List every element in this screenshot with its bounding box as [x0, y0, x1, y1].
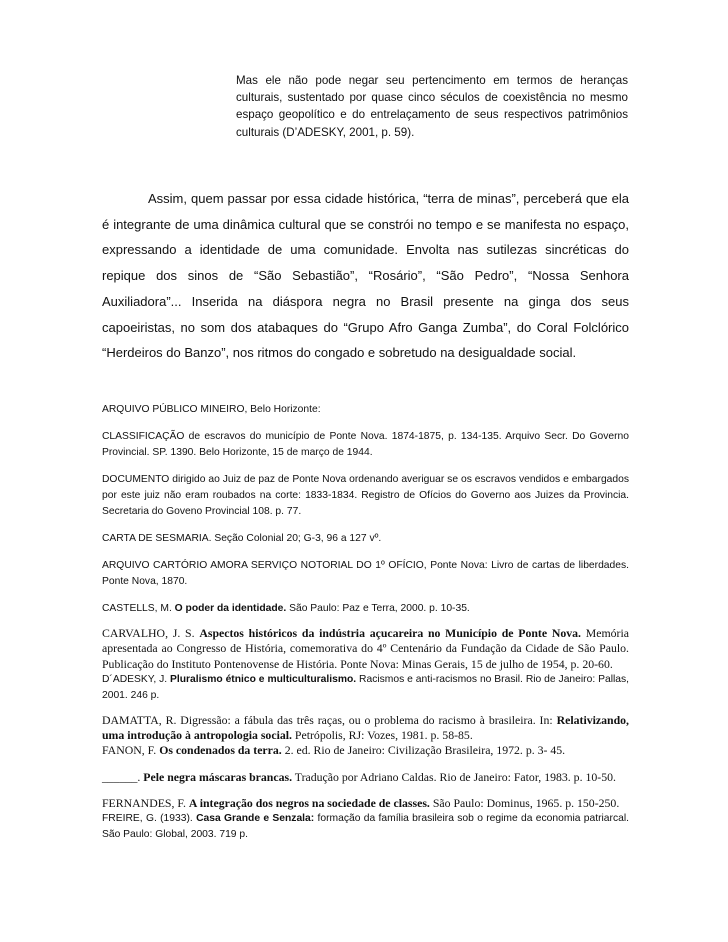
ref-documento: DOCUMENTO dirigido ao Juiz de paz de Ponte Nova ordenando averiguar se os escravos vendidos e embargados por este juiz não eram roubados na corte: 1833-1834. Registro de Ofícios do Governo aos Juizes da Provincia. Secretaria do Goveno Provincial 108. p. 77.: [102, 474, 629, 517]
ref-damatta: [102, 713, 629, 744]
ref-details: São Paulo: Paz e Terra, 2000. p. 10-35.: [286, 603, 470, 614]
ref-title: O poder da identidade.: [174, 603, 287, 614]
ref-title: Casa Grande e Senzala:: [196, 813, 315, 825]
ref-freire: [102, 811, 629, 843]
ref-details: Tradução por Adriano Caldas. Rio de Janeiro: Fator, 1983. p. 10-50.: [292, 769, 616, 784]
ref-classificacao: CLASSIFICAÇÃO de escravos do município de Ponte Nova. 1874-1875, p. 134-135. Arquivo Secr. Do Governo Provincial. SP. 1390. Belo Horizonte, 15 de março de 1944.: [102, 431, 629, 458]
ref-fanon-1: [102, 743, 629, 758]
ref-title: Pele negra máscaras brancas.: [143, 769, 293, 784]
ref-title: Relativizando, uma introdução à antropologia social.: [102, 712, 629, 743]
ref-fernandes: [102, 796, 629, 811]
ref-details: Memória apresentada ao Congresso de História, comemorativa do 4º Centenário da Fundação da Cidade de São Paulo. Publicação do Instituto Pontenovense de História. Ponte Nova: Minas Gerais, 15 de julho de 1954, p. 20-60.: [102, 626, 629, 671]
ref-details: São Paulo: Dominus, 1965. p. 150-250.: [429, 796, 620, 811]
ref-author: FERNANDES, F.: [102, 796, 189, 811]
ref-arquivo-cartorio: ARQUIVO CARTÓRIO AMORA SERVIÇO NOTORIAL DO 1º OFÍCIO, Ponte Nova: Livro de cartas de liberdades. Ponte Nova, 1870.: [102, 560, 629, 587]
block-quote: Mas ele não pode negar seu pertencimento em termos de heranças culturais, sustentado por quase cinco séculos de coexistência no mesmo espaço geopolítico e do entrelaçamento de seus respectivos patrimônios culturais (D’ADESKY, 2001, p. 59).: [236, 74, 628, 139]
ref-author: ______.: [102, 769, 144, 784]
ref-dadesky: [102, 672, 629, 704]
body-paragraph: Assim, quem passar por essa cidade histórica, “terra de minas”, perceberá que ela é integrante de uma dinâmica cultural que se constrói no tempo e se manifesta no espaço, expressando a identidade de uma comunidade. Envolta nas sutilezas sincréticas do repique dos sinos de “São Sebastião”, “Rosário”, “São Pedro”, “Nossa Senhora Auxiliadora”... Inserida na diáspora negra no Brasil presente na ginga dos seus capoeiristas, no som dos atabaques do “Grupo Afro Ganga Zumba”, do Coral Folclórico “Herdeiros do Banzo”, nos ritmos do congado e sobretudo na desigualdade social.: [102, 191, 629, 361]
reference-list: [102, 402, 629, 843]
ref-title: A integração dos negros na sociedade de classes.: [188, 796, 430, 811]
ref-details: Petrópolis, RJ: Vozes, 1981. p. 58-85.: [291, 728, 473, 743]
ref-author: CARVALHO, J. S.: [102, 626, 200, 640]
ref-details: formação da família brasileira sob o regime da economia patriarcal. São Paulo: Global, 2003. 719 p.: [102, 813, 629, 841]
ref-author: FANON, F.: [102, 743, 160, 758]
ref-title: Pluralismo étnico e multiculturalismo.: [170, 673, 357, 685]
ref-title: Aspectos históricos da indústria açucareira no Município de Ponte Nova.: [199, 626, 581, 640]
ref-author: FREIRE, G. (1933).: [102, 813, 197, 825]
ref-carta-sesmaria: CARTA DE SESMARIA. Seção Colonial 20; G-3, 96 a 127 vº.: [102, 533, 382, 544]
ref-title: Os condenados da terra.: [159, 743, 282, 758]
ref-details: 2. ed. Rio de Janeiro: Civilização Brasileira, 1972. p. 3- 45.: [281, 743, 566, 758]
ref-author: DAMATTA, R.: [102, 712, 181, 727]
ref-author: CASTELLS, M.: [102, 603, 175, 614]
ref-details: Racismos e anti-racismos no Brasil. Rio de Janeiro: Pallas, 2001. 246 p.: [102, 673, 630, 701]
ref-chapter: Digressão: a fábula das três raças, ou o problema do racismo à brasileira. In:: [180, 712, 557, 727]
ref-castells: [102, 601, 629, 617]
ref-carvalho: [102, 626, 629, 672]
ref-author: D´ADESKY, J.: [102, 673, 171, 685]
ref-arquivo-publico: ARQUIVO PÚBLICO MINEIRO, Belo Horizonte:: [102, 404, 321, 415]
ref-fanon-2: [102, 770, 629, 785]
